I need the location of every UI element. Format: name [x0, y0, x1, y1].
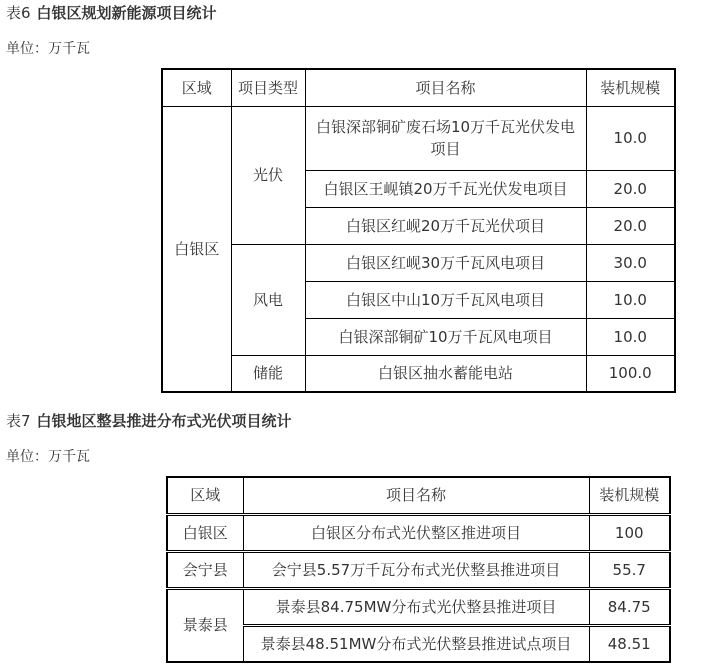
- table-row: [162, 355, 675, 392]
- header-region: 区域: [162, 69, 231, 106]
- value-cell: 10.0: [586, 106, 675, 170]
- table-row: [167, 551, 670, 588]
- table-row: [162, 106, 675, 170]
- table6-number: 表6: [6, 4, 31, 22]
- table-row: [167, 588, 670, 625]
- region-cell: 白银区: [162, 106, 231, 392]
- header-capacity: 装机规模: [586, 69, 675, 106]
- table7-number: 表7: [6, 412, 31, 430]
- value-cell: 20.0: [586, 207, 675, 244]
- value-cell: 20.0: [586, 170, 675, 207]
- name-cell: 白银区王岘镇20万千瓦光伏发电项目: [305, 170, 586, 207]
- name-cell: 白银区中山10万千瓦风电项目: [305, 281, 586, 318]
- type-cell: 储能: [231, 355, 305, 392]
- table-row: [167, 514, 670, 551]
- header-region: 区域: [167, 477, 243, 514]
- table-header-row: [167, 477, 670, 514]
- value-cell: 55.7: [589, 551, 670, 588]
- table-header-row: [162, 69, 675, 106]
- table6-title: 白银区规划新能源项目统计: [36, 4, 217, 22]
- value-cell: 100: [589, 514, 670, 551]
- type-cell: 光伏: [231, 106, 305, 244]
- value-cell: 10.0: [586, 281, 675, 318]
- table7: [166, 476, 671, 663]
- region-cell: 会宁县: [167, 551, 243, 588]
- name-cell: 白银区红岘20万千瓦光伏项目: [305, 207, 586, 244]
- value-cell: 48.51: [589, 625, 670, 662]
- name-cell: 景泰县84.75MW分布式光伏整县推进项目: [243, 588, 589, 625]
- name-cell: 白银区分布式光伏整区推进项目: [243, 514, 589, 551]
- region-cell: 景泰县: [167, 588, 243, 662]
- table6-unit: 单位：万千瓦: [6, 41, 90, 57]
- value-cell: 10.0: [586, 318, 675, 355]
- value-cell: 84.75: [589, 588, 670, 625]
- region-cell: 白银区: [167, 514, 243, 551]
- header-name: 项目名称: [243, 477, 589, 514]
- table7-unit: 单位：万千瓦: [6, 449, 90, 465]
- header-type: 项目类型: [231, 69, 305, 106]
- name-cell: 景泰县48.51MW分布式光伏整县推进试点项目: [243, 625, 589, 662]
- type-cell: 风电: [231, 244, 305, 355]
- table7-title: 白银地区整县推进分布式光伏项目统计: [36, 412, 292, 430]
- name-cell: 白银深部铜矿废石场10万千瓦光伏发电项目: [305, 106, 586, 170]
- name-cell: 白银区抽水蓄能电站: [305, 355, 586, 392]
- table7-caption: [6, 411, 292, 431]
- name-cell: 会宁县5.57万千瓦分布式光伏整县推进项目: [243, 551, 589, 588]
- value-cell: 100.0: [586, 355, 675, 392]
- table6-caption: [6, 3, 217, 23]
- name-cell: 白银深部铜矿10万千瓦风电项目: [305, 318, 586, 355]
- value-cell: 30.0: [586, 244, 675, 281]
- header-capacity: 装机规模: [589, 477, 670, 514]
- table-row: [162, 244, 675, 281]
- name-cell: 白银区红岘30万千瓦风电项目: [305, 244, 586, 281]
- table-row: [167, 625, 670, 662]
- table6: [161, 68, 676, 393]
- header-name: 项目名称: [305, 69, 586, 106]
